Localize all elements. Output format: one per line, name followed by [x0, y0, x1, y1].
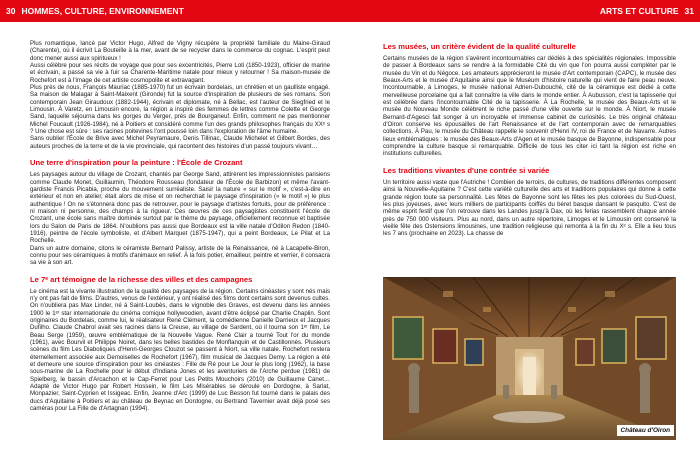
left-page-number: 30 — [6, 6, 16, 16]
header-left — [0, 6, 600, 16]
page-header — [0, 0, 700, 22]
right-column — [383, 40, 676, 238]
paragraph: Le cinéma est la vivante illustration de la qualité des paysages de la région. Certains cinéastes y sont nés mais n'y ont pas fait de films. D'autres, venus de l'extérieur, y ont réalisé des films dont certains sont devenus cultes. On n'oubliera pas Max Linder, né à Saint-Loubès, dans le vignoble des Graves, est devenu dans les années 1900 le 1ᵉʳ star internationale du cinéma comique hollywoodien, avant d'être éclipsé par Charlie Chaplin. Sont originaires du Bordelais, comme lui, le réalisateur René Clément, la comédienne Danielle Darrieux et Jacques Dufilho. Claude Chabrol avait ses racines dans la Creuse, au village de Sardent, où il tourna son 1ᵉʳ film, Le Beau Serge (1959), œuvre emblématique de la Nouvelle Vague. René Clair a tourné Tout l'or du monde (1961), avec Bourvil et Philippe Noiret, dans les belles bastides de Monflanquin et de Castillonnès. Plusieurs scènes du film Les Diaboliques d'Henri-Georges Clouzot se passent à Niort, sa ville natale. Rochefort restera éternellement associée aux Demoiselles de Rochefort (1967), film musical de Jacques Demy. La région a été et demeure une source d'inspiration pour les cinéastes : Fille de Ré pour Le Jour le plus long (1962), la base sous-marine de La Rochelle pour le début d'Indiana Jones et les aventuriers de l'Arche perdue (1981) de Spielberg, le bassin d'Arcachon et le Cap-Ferret pour Les Petits Mouchoirs (2010) de Guillaume Canet… Adapté de Victor Hugo par Robert Hossein, le film Les Misérables se déroule en Dordogne, à Sarlat, Monpazier, Saint-Cyprien et Issigeac. Enfin, Jeanne d'Arc (1999) de Luc Besson fut tourné dans le palais des ducs d'Aquitaine à Poitiers et au château de Beynac en Dordogne, ou Bertrand Tavernier avait déjà posé ses caméras pour La Fille de d'Artagnan (1994). — [30, 287, 330, 413]
left-column — [30, 40, 330, 412]
chateau-oiron-photo — [383, 277, 676, 440]
section-heading-cinema: Le 7ᵉ art témoigne de la richesse des villes et des campagnes — [30, 274, 253, 284]
header-right — [600, 6, 700, 16]
paragraph: Dans un autre domaine, citons le céramiste Bernard Palissy, artiste de la Renaissance, né à Lacapelle-Biron, connu pour ses céramiques à motifs d'animaux en relief. À la fois potier, émailleur, peintre et verrier, il consacra sa vie à son art. — [30, 244, 330, 267]
paragraph: Plus romantique, lancé par Victor Hugo, Alfred de Vigny récupère la propriété familiale du Maine-Giraud (Charente), où il écrivit La Bouteille à la mer, avant de se recycler dans le commerce du cognac. L'esprit peut donc mener aussi aux spiritueux ! — [30, 40, 330, 62]
section-heading-traditions: Les traditions vivantes d'une contrée si variée — [383, 165, 550, 175]
paragraph: Sans oublier l'École de Brive avec Michel Peyramaure, Denis Tillinac, Claude Michelet et Gilbert Bordes, des auteurs proches de la terre et de la vie provinciale, qui racontent des histoires d'un passé toujours vivant… — [30, 135, 330, 150]
right-page-number: 31 — [684, 6, 694, 16]
section-heading-crozant: Une terre d'inspiration pour la peinture : l'École de Crozant — [30, 158, 243, 168]
paragraph: Certains musées de la région s'avèrent incontournables car dédiés à des spécialités régionales. Impossible de passer à Bordeaux sans se rendre à la formidable Cité du vin que l'on pourra aussi compléter par le musée du Vin et du Négoce. Les amateurs apprécieront le musée d'Art contemporain (CAPC), le musée des Beaux-Arts et le musée d'Aquitaine ainsi que le Muséum d'histoire naturelle qui vient de faire peau neuve. Incontournable, à Limoges, le musée national Adrien-Dubouché, cité de la céramique est dédié à cette merveilleuse porcelaine qui a fait connaître la ville dans le monde entier. À Aubusson, c'est la tapisserie qui est célébrée dans l'incontournable Cité de la tapisserie. À La Rochelle, le musée des Beaux-Arts et le musée du Nouveau Monde célèbrent le riche passé d'une ville ouverte sur le monde. À Niort, le musée Bernard-d'Agesci fait songer à un incroyable et immense cabinet de curiosités. Le très original château d'Oiron conserve les épousailles de l'art Renaissance et de l'art contemporain avec de remarquables collections. À Pau, le musée du Château rappelle le souvenir d'Henri IV, roi de France et de Navarre. Autres lieux emblématiques : le musée des Beaux-Arts d'Agen et le musée basque de Bayonne, indispensable pour comprendre la culture basque si remarquable. Difficile de tous les citer ici tant la région est riche en institutions culturelles. — [383, 55, 676, 158]
gallery-interior-illustration — [383, 277, 676, 440]
right-running-title: ARTS ET CULTURE — [599, 6, 679, 16]
section-heading-museums: Les musées, un critère évident de la qualité culturelle — [383, 42, 576, 51]
paragraph: Aussi célèbre pour ses récits de voyage que pour ses excentricités, Pierre Loti (1850-1923), officier de marine et écrivain, a passé sa vie à fuir sa Charente-Maritime natale pour mieux y retourner ! Sa maison-musée de Rochefort est à l'image de cet artiste cosmopolite et extravagant. — [30, 62, 330, 84]
paragraph: Les paysages autour du village de Crozant, chantés par George Sand, attirèrent les impressionnistes parisiens comme Claude Monet, Guillaumin, Théodore Rousseau (fondateur de l'École de Barbizon) et même l'avant-gardiste Francis Picabia, proche du mouvement surréaliste. Saisir la nature « sur le motif », c'est-à-dire en extérieur et non en atelier, était alors de mise et on recherchait le paysage d'inspiration (« le motif ») le plus authentique ! On ne s'étonnera donc pas de retrouver, pour le paysage d'artistes fortuits, pour de préférence : ni maison ni personne, des champs à la rigueur. Ces œuvres de ces paysagistes constituent l'école de Crozant, une école sans maître dominée surtout par le thème du paysage, officiellement reconnue et baptisée lors du Salon de Paris de 1864. N'oublions pas aussi que Bordeaux est la ville natale d'Odilon Redon (1840-1916), peintre de l'école symboliste, et d'Albert Marquet (1875-1947), qui a peint Bordeaux, Le Pilat et La Rochelle. — [30, 171, 330, 245]
paragraph: Plus près de nous, François Mauriac (1885-1970) fut un écrivain bordelais, un chrétien et un gaulliste engagé. Sa maison de Malagar à Saint-Maixent (Gironde) fut la source d'inspiration de plusieurs de ses romans. Son contemporain Jean Giraudoux (1882-1944), écrivain et diplomate, né à Bellac, est l'auteur de Siegfried et le Limousin. À Varetz, en Limousin encore, la région a inspiré des femmes de lettres comme Colette et George Sand, laquelle séjourna dans les gorges du Verger, près de Bourganeuf. Enfin, comment ne pas mentionner Michel Foucault (1926-1984), né à Poitiers et considéré comme l'un des grands philosophes français du XXᵉ s ? Une chose est sûre : ses racines poitevines l'ont poussé loin dans l'exploration de l'âme humaine. — [30, 84, 330, 136]
paragraph: Un territoire aussi vaste que l'Autriche ! Combien de terroirs, de cultures, de traditions différentes composent ainsi la Nouvelle-Aquitaine ? C'est cette variété culturelle des arts et traditions populaires qui donne à cette grande région toute sa personnalité. Les fêtes de Bayonne sont les fêtes les plus colorées du Sud-Ouest, les plus joyeuses, avec leurs milliers de participants coiffés du béret basque dansant le pasquito. C'est de même esprit festif que l'on retrouve dans les Landes jusqu'à Dax, où les ferias rassemblent chaque année près de 750 000 visiteurs. Plus au nord, dans un autre répertoire, Limoges et le Limousin ont conservé la vieille fête des Ostensions limousines, une tradition religieuse qui remonta à la fin du Xᵉ s. Elle a lieu tous les 7 ans (prochaine en 2023). La chasse de — [383, 178, 676, 238]
photo-caption: Château d'Oiron — [617, 425, 674, 436]
left-running-title: HOMMES, CULTURE, ENVIRONNEMENT — [21, 6, 184, 16]
